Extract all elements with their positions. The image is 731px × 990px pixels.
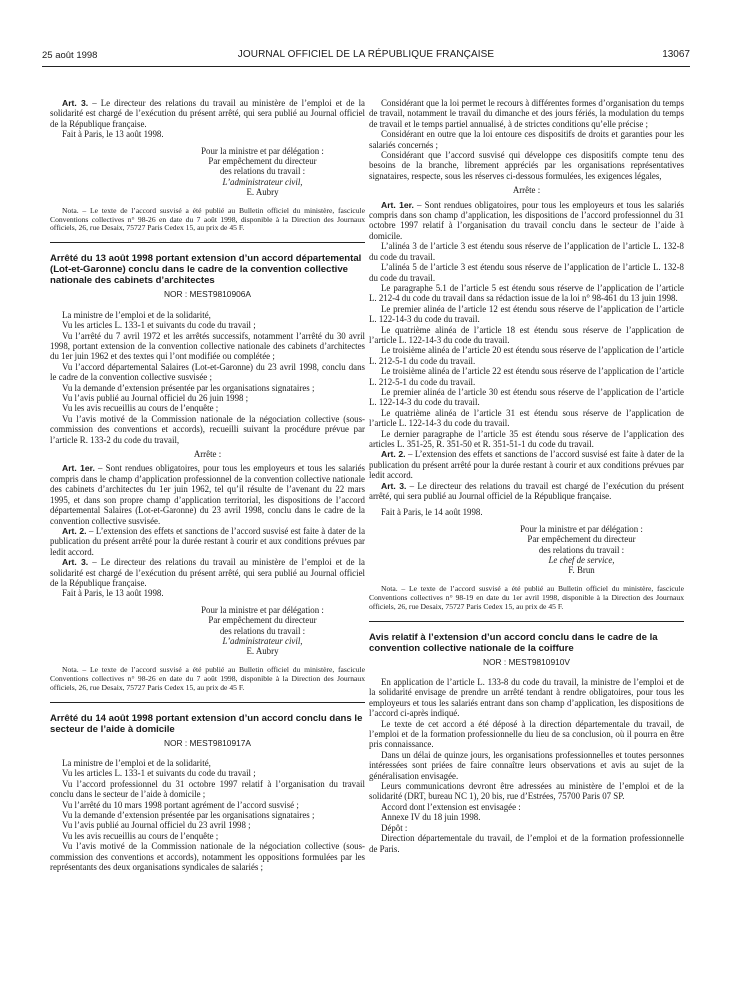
article-1-paragraph: Art. 1er. – Sont rendues obligatoires, pour tous les employeurs et tous les salariés compris dans son champ d’application, les dispositions de l’accord professionnel du 31 octobre 1997 relatif à l’organisation du travail conclu dans le secteur de l’aide à domicile. (369, 199, 684, 241)
paragraph: Vu les articles L. 133-1 et suivants du code du travail ; (62, 768, 256, 779)
section-rule (50, 242, 365, 243)
paragraph: Vu la demande d’extension présentée par les organisations signataires ; (62, 809, 315, 820)
article-3-paragraph: Art. 3. – Le directeur des relations du travail au ministère de l’emploi et de la solidarité est chargé de l’exécution du présent arrêté, qui sera publié au Journal officiel de la République française. (50, 98, 365, 129)
signature-block: Pour la ministre et par délégation : Par empêchement du directeur des relations du travail : L’administrateur civil, E. Aubry (160, 146, 365, 198)
paragraph: La ministre de l’emploi et de la solidarité, (62, 309, 211, 320)
section-rule (50, 702, 365, 703)
paragraph: Vu l’arrêté du 10 mars 1998 portant agrément de l’accord susvisé ; (62, 799, 299, 810)
paragraph: En application de l’article L. 133-8 du code du travail, la ministre de l’emploi et de la solidarité envisage de prendre un arrêté tendant à rendre obligatoires, pour tous les employeurs et tous les salariés entrant dans son champ d’application, les dispositions de l’accord ci-après indiqué. (369, 677, 684, 719)
signatory-name: E. Aubry (246, 187, 279, 198)
arrete-heading: Arrête : (193, 449, 222, 460)
paragraph: Vu la demande d’extension présentée par les organisations signataires ; (62, 382, 315, 393)
signatory-name: E. Aubry (246, 646, 279, 657)
paragraph: Leurs communications devront être adressées au ministère de l’emploi et de la solidarité (DRT, bureau NC 1), 20 bis, rue d’Estrées, 75700 Paris 07 SP. (369, 781, 684, 802)
article-2-paragraph: Art. 2. – L’extension des effets et sanctions de l’accord susvisé est faite à dater de la publication du présent arrêté pour la durée restant à courir et aux conditions prévues par ledit accord. (369, 449, 685, 481)
fait-a-paris: Fait à Paris, le 13 août 1998. (62, 588, 164, 599)
arrete-heading: Arrête : (512, 185, 541, 196)
section-title: Avis relatif à l’extension d’un accord conclu dans le cadre de la convention collective nationale de la coiffure (369, 631, 658, 654)
paragraph: Vu les articles L. 133-1 et suivants du code du travail ; (62, 320, 256, 331)
issue-date: 25 août 1998 (42, 50, 98, 61)
paragraph: Vu l’avis publié au Journal officiel du 26 juin 1998 ; (62, 393, 249, 404)
paragraph: Vu l’accord départemental Salaires (Lot-et-Garonne) du 23 avril 1998, conclu dans le cadre de la convention collective susvisée ; (50, 361, 365, 383)
paragraph: Vu l’accord professionnel du 31 octobre 1997 relatif à l’organisation du travail conclu dans le secteur de l’aide à domicile ; (50, 778, 365, 800)
paragraph: Dans un délai de quinze jours, les organisations professionnelles et toutes personnes intéressées sont priées de faire connaître leurs observations et avis au sujet de la généralisation envisagée. (369, 749, 684, 781)
reserve-paragraph: Le dernier paragraphe de l’article 35 est étendu sous réserve de l’application des articles L. 351-25, R. 351-50 et R. 351-51-1 du code du travail. (369, 428, 684, 449)
nor-reference: NOR : MEST9810917A (163, 737, 252, 748)
reserve-paragraph: Le paragraphe 5.1 de l’article 5 est étendu sous réserve de l’application de l’article L. 212-4 du code du travail dans sa rédaction issue de la loi n° 98-461 du 13 juin 1998. (369, 282, 684, 304)
signatory-name: F. Brun (568, 565, 595, 576)
paragraph: Vu l’arrêté du 7 avril 1972 et les arrêtés successifs, notamment l’arrêté du 30 avril 1998, portant extension de la convention collective nationale des cabinets d’architectes du 1er juin 1962 et des textes qui l’ont modifiée ou complétée ; (50, 330, 365, 362)
nor-reference: NOR : MEST9810906A (163, 289, 252, 300)
paragraph: Le texte de cet accord a été déposé à la direction départementale du travail, de l’emploi et de la formation professionnelle du lieu de sa conclusion, où il pourra en être pris connaissance. (369, 718, 684, 750)
signature-block: Pour la ministre et par délégation : Par empêchement du directeur des relations du travail : L’administrateur civil, E. Aubry (160, 605, 365, 657)
header-rule (42, 66, 690, 67)
paragraph: Considérant que la loi permet le recours à différentes formes d’organisation du temps de travail, notamment le travail du dimanche et des jours fériés, la modulation du temps de travail et le temps partiel annualisé, à de strictes conditions qu’elle précise ; (369, 98, 684, 129)
paragraph: Accord dont l’extension est envisagée : (381, 801, 521, 812)
paragraph: Vu les avis recueillis au cours de l’enquête ; (62, 830, 219, 841)
paragraph: Direction départementale du travail, de l’emploi et de la formation professionnelle de Paris. (369, 833, 684, 854)
paragraph: Vu l’avis motivé de la Commission nationale de la négociation collective (sous-commission des conventions et accords), recueilli suivant la procédure prévue par l’article R. 133-2 du code du travail, (50, 413, 365, 445)
reserve-paragraph: Le premier alinéa de l’article 30 est étendu sous réserve de l’application de l’article L. 122-14-3 du code du travail. (369, 386, 684, 408)
reserve-paragraph: Le premier alinéa de l’article 12 est étendu sous réserve de l’application de l’article L. 122-14-3 du code du travail. (369, 303, 684, 325)
section-rule (369, 621, 684, 622)
nota-note: Nota. – Le texte de l’accord susvisé a été publié au Bulletin officiel du ministère, fascicule Conventions collectives n° 98-26 en date du 7 août 1998, disponible à la Direction des Journaux officiels, 26, rue Desaix, 75727 Paris Cedex 15, au prix de 45 F. (50, 664, 365, 692)
article-1-paragraph: Art. 1er. – Sont rendues obligatoires, pour tous les employeurs et tous les salariés compris dans le champ d’application professionnel de la convention collective nationale des cabinets d’architectes du 1er juin 1962, tel qu’il résulte de l’avenant du 22 mars 1995, et dans son propre champ d’application territorial, les dispositions de l’accord départemental Salaires (Lot-et-Garonne) du 23 avril 1998, conclu dans le cadre de la convention collective susvisée. (50, 463, 365, 526)
right-column (369, 98, 684, 854)
fait-a-paris: Fait à Paris, le 13 août 1998. (62, 129, 164, 140)
nota-note: Nota. – Le texte de l’accord susvisé a été publié au Bulletin officiel du ministère, fascicule Conventions collectives n° 98-19 en date du 1er avril 1998, disponible à la Direction des Journaux officiels, 26, rue Desaix, 75727 Paris Cedex 15, au prix de 45 F. (369, 583, 684, 611)
page-header (42, 48, 690, 64)
journal-title: JOURNAL OFFICIEL DE LA RÉPUBLIQUE FRANÇAISE (237, 49, 495, 60)
reserve-paragraph: Le troisième alinéa de l’article 20 est étendu sous réserve de l’application de l’article L. 212-5-1 du code du travail. (369, 345, 684, 366)
paragraph: Vu les avis recueillis au cours de l’enquête ; (62, 403, 219, 414)
article-3-paragraph: Art. 3. – Le directeur des relations du travail est chargé de l’exécution du présent arrêté, qui sera publié au Journal officiel de la République française. (369, 480, 684, 502)
signature-block: Pour la ministre et par délégation : Par empêchement du directeur des relations du travail : Le chef de service, F. Brun (479, 524, 684, 576)
paragraph: Vu l’avis motivé de la Commission nationale de la négociation collective (sous-commission des conventions et accords), notamment les oppositions formulées par les représentants des deux organisations syndicales de salariés ; (50, 841, 365, 872)
section-title: Arrêté du 13 août 1998 portant extension d’un accord départemental (Lot-et-Garonne) conclu dans le cadre de la convention collective nationale des cabinets d’architectes (50, 253, 362, 287)
fait-a-paris: Fait à Paris, le 14 août 1998. (381, 507, 483, 518)
paragraph: Considérant que l’accord susvisé qui développe ces dispositifs compte tenu des besoins de la branche, librement appréciés par les organisations représentatives signataires, respecte, sous les réserves ci-dessous formulées, les exigences légales, (369, 150, 684, 181)
reserve-paragraph: L’alinéa 5 de l’article 3 est étendu sous réserve de l’application de l’article L. 132-8 du code du travail. (369, 262, 684, 283)
paragraph: Annexe IV du 18 juin 1998. (381, 812, 481, 823)
paragraph: Vu l’avis publié au Journal officiel du 23 avril 1998 ; (62, 820, 251, 831)
article-3-paragraph: Art. 3. – Le directeur des relations du travail au ministère de l’emploi et de la solidarité est chargé de l’exécution du présent arrêté, qui sera publié au Journal officiel de la République française. (50, 557, 365, 588)
page-number: 13067 (662, 49, 690, 60)
article-2-paragraph: Art. 2. – L’extension des effets et sanctions de l’accord susvisé est faite à dater de la publication du présent arrêté pour la durée restant à courir et aux conditions prévues par ledit accord. (50, 525, 366, 557)
paragraph: La ministre de l’emploi et de la solidarité, (62, 757, 211, 768)
nota-note: Nota. – Le texte de l’accord susvisé a été publié au Bulletin officiel du ministère, fascicule Conventions collectives n° 98-26 en date du 7 août 1998, disponible à la Direction des Journaux officiels, 26, rue Desaix, 75727 Paris Cedex 15, au prix de 45 F. (50, 205, 365, 233)
reserve-paragraph: Le troisième alinéa de l’article 22 est étendu sous réserve de l’application de l’article L. 212-5-1 du code du travail. (369, 366, 684, 387)
reserve-paragraph: Le quatrième alinéa de l’article 31 est étendu sous réserve de l’application de l’article L. 122-14-3 du code du travail. (369, 407, 684, 429)
nor-reference: NOR : MEST9810910V (482, 656, 571, 667)
left-column (50, 98, 365, 872)
section-title: Arrêté du 14 août 1998 portant extension d’un accord conclu dans le secteur de l’aide à domicile (50, 712, 363, 735)
reserve-paragraph: L’alinéa 3 de l’article 3 est étendu sous réserve de l’application de l’article L. 132-8 du code du travail. (369, 241, 684, 262)
reserve-paragraph: Le quatrième alinéa de l’article 18 est étendu sous réserve de l’application de l’article L. 122-14-3 du code du travail. (369, 324, 684, 345)
paragraph: Dépôt : (381, 822, 408, 833)
paragraph: Considérant en outre que la loi entoure ces dispositifs de droits et garanties pour les salariés concernés ; (369, 129, 684, 150)
